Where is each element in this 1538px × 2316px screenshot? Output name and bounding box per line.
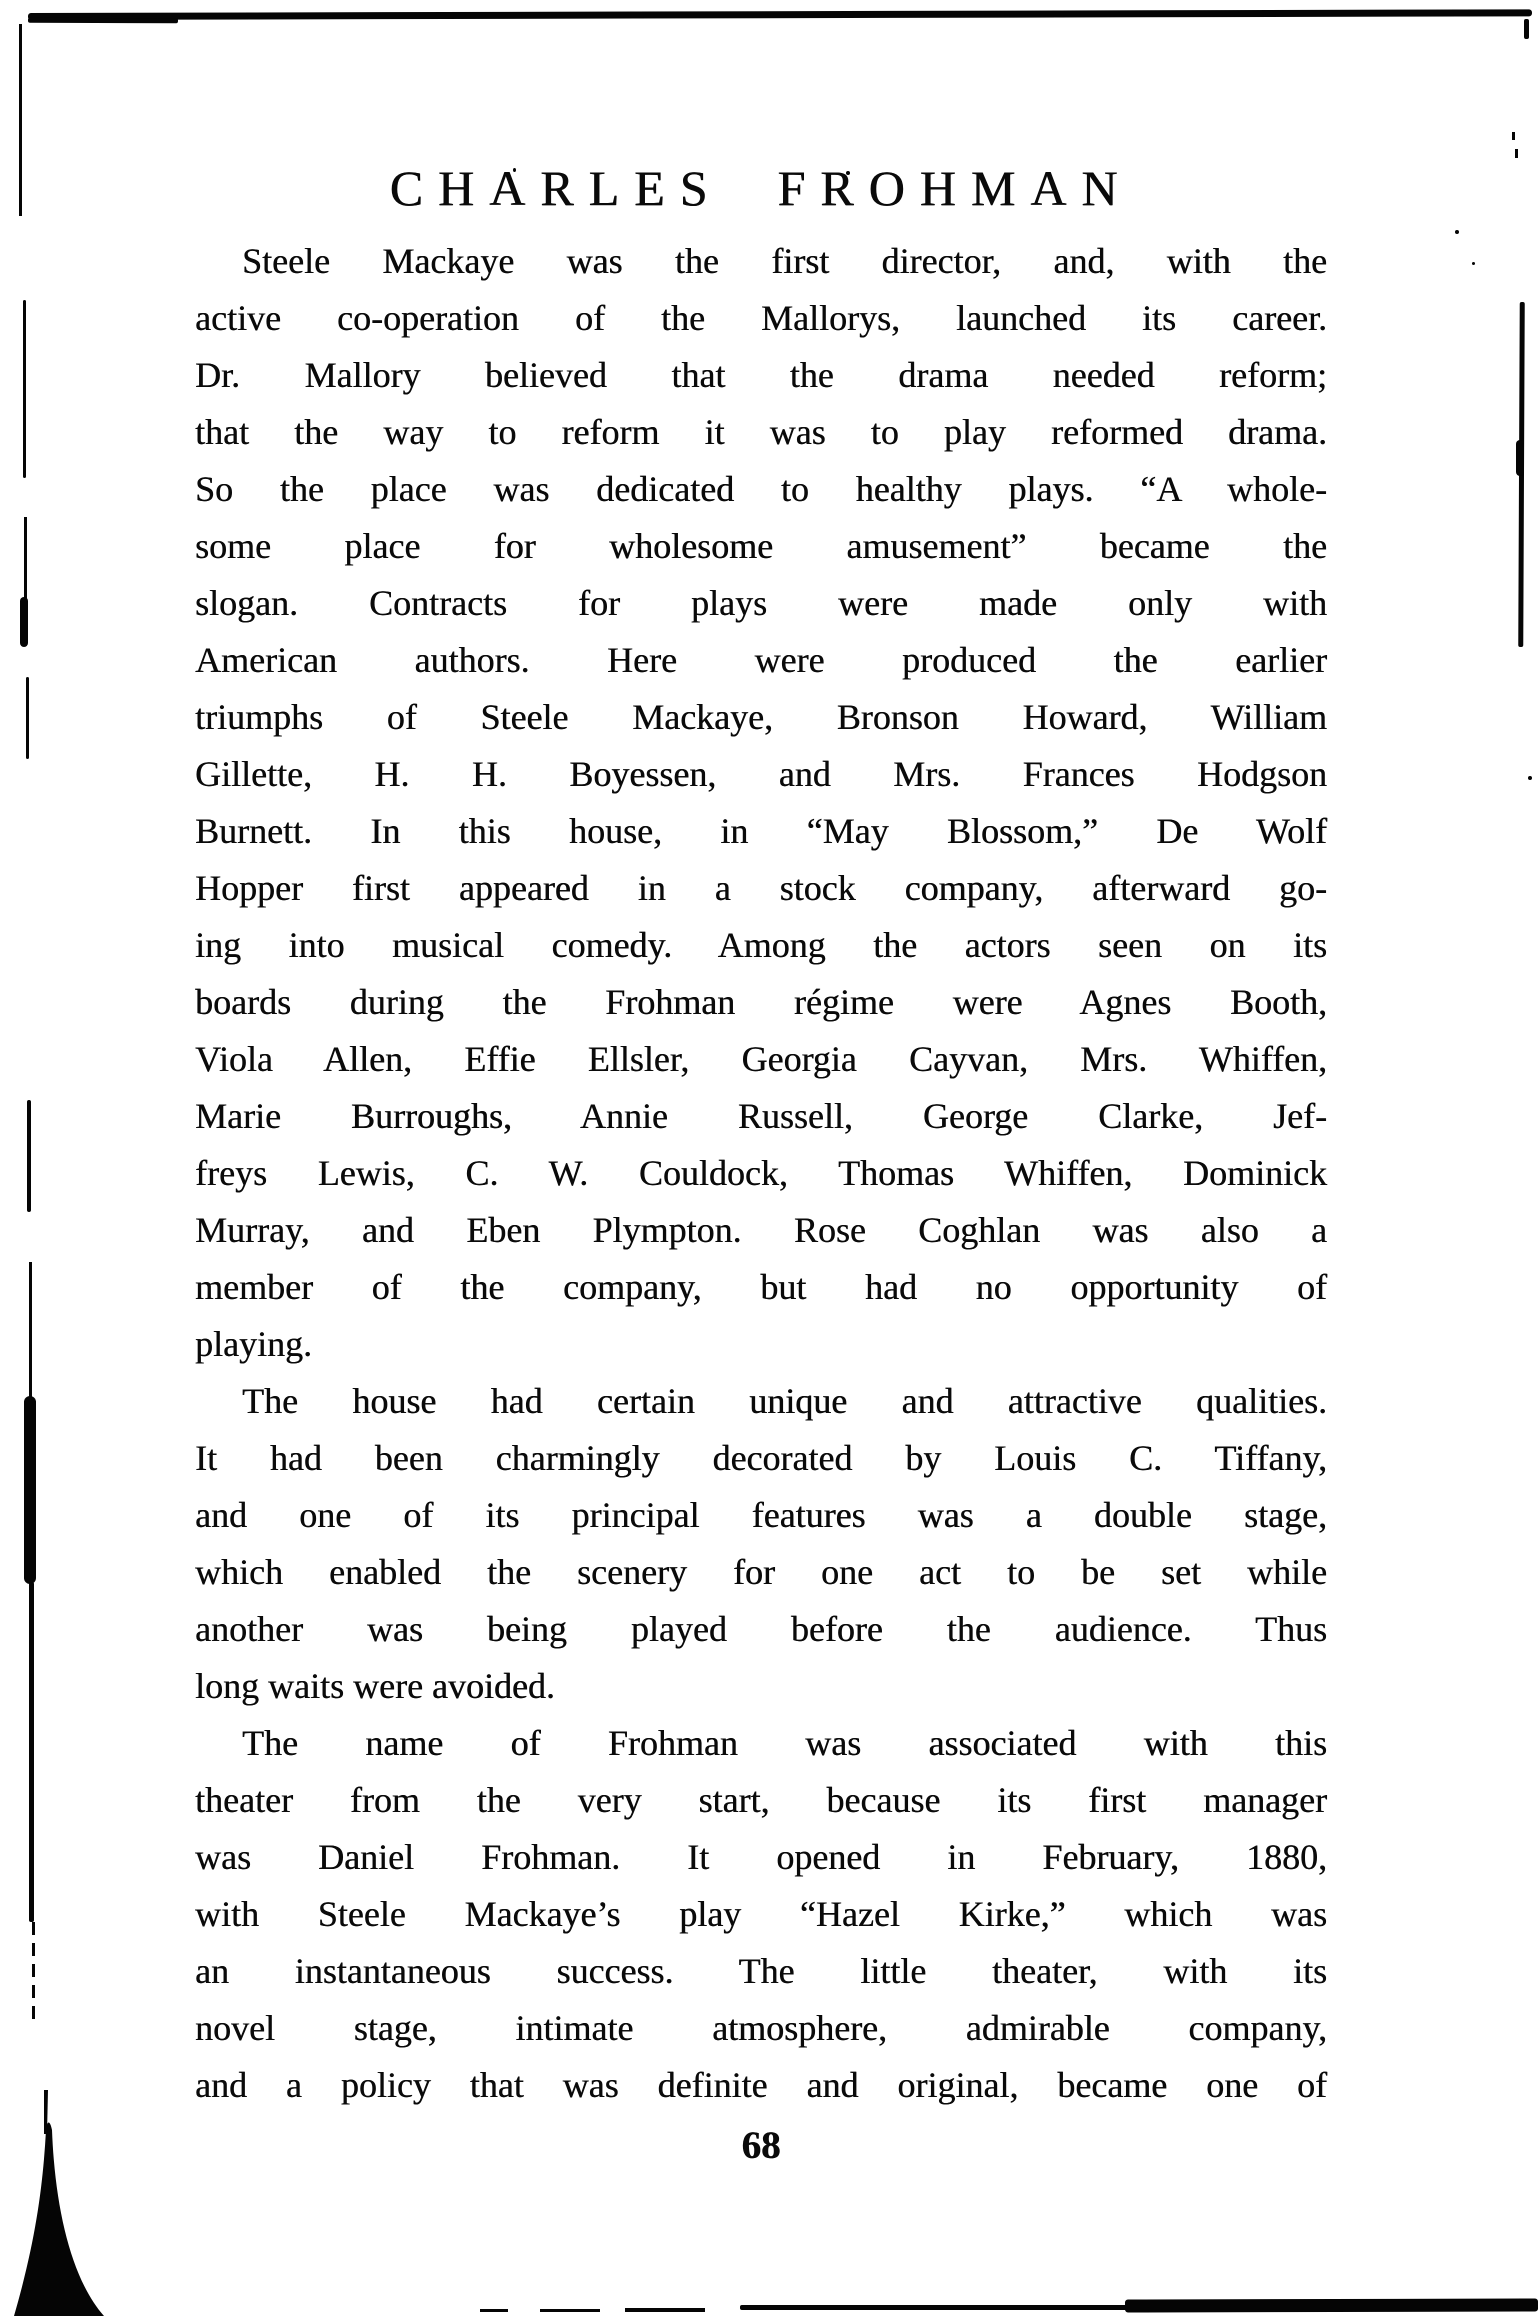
text-line: that the way to reform it was to play reformed drama. — [195, 412, 1327, 452]
text-line: with Steele Mackaye’s play “Hazel Kirke,” which was — [195, 1894, 1327, 1934]
text-line: Gillette, H. H. Boyessen, and Mrs. Frances Hodgson — [195, 754, 1327, 794]
scan-artifact-bottom-dash — [625, 2308, 705, 2312]
text-line: some place for wholesome amusement” became the — [195, 526, 1327, 566]
page-title: CHARLES FROHMAN — [389, 160, 1133, 216]
text-line: Hopper first appeared in a stock company, afterward go- — [195, 868, 1327, 908]
text-line: long waits were avoided. — [195, 1666, 555, 1706]
scan-artifact-top-rule-stub — [28, 18, 178, 24]
text-line: So the place was dedicated to healthy plays. “A whole- — [195, 469, 1327, 509]
text-line: ing into musical comedy. Among the actors seen on its — [195, 925, 1327, 965]
text-line: member of the company, but had no opportunity of — [195, 1267, 1327, 1307]
scan-artifact-right-ink-blob — [1516, 440, 1524, 476]
scan-artifact-left-mark — [29, 1262, 32, 1402]
scan-artifact-corner-smear — [0, 2090, 130, 2316]
text-line: Dr. Mallory believed that the drama needed reform; — [195, 355, 1327, 395]
scan-artifact-speck — [1528, 776, 1532, 780]
text-line: Burnett. In this house, in “May Blossom,” De Wolf — [195, 811, 1327, 851]
text-line: and one of its principal features was a double stage, — [195, 1495, 1327, 1535]
text-line: The name of Frohman was associated with this — [242, 1723, 1327, 1763]
scan-artifact-bottom-rule — [740, 2305, 1140, 2310]
text-line: playing. — [195, 1324, 312, 1364]
page-number: 68 — [741, 2124, 781, 2167]
text-line: an instantaneous success. The little theater, with its — [195, 1951, 1327, 1991]
text-line: triumphs of Steele Mackaye, Bronson Howard, William — [195, 697, 1327, 737]
text-line: boards during the Frohman régime were Agnes Booth, — [195, 982, 1327, 1022]
text-line: Steele Mackaye was the first director, and, with the — [242, 241, 1327, 281]
text-line: active co-operation of the Mallorys, launched its career. — [195, 298, 1327, 338]
scan-artifact-left-mark — [27, 1100, 31, 1212]
scan-artifact-bottom-dash — [540, 2309, 600, 2312]
scan-artifact-left-dashed-mark — [32, 1922, 35, 2024]
text-block — [195, 233, 1327, 2114]
text-line: Viola Allen, Effie Ellsler, Georgia Cayvan, Mrs. Whiffen, — [195, 1039, 1327, 1079]
scan-artifact-speck — [1455, 230, 1459, 234]
scan-artifact-bottom-dash — [480, 2309, 508, 2312]
text-line: Marie Burroughs, Annie Russell, George Clarke, Jef- — [195, 1096, 1327, 1136]
text-line: theater from the very start, because its first manager — [195, 1780, 1327, 1820]
text-line: novel stage, intimate atmosphere, admirable company, — [195, 2008, 1327, 2048]
scan-artifact-left-ink-blob — [20, 597, 28, 647]
scan-artifact-speck — [1472, 262, 1475, 265]
text-line: Murray, and Eben Plympton. Rose Coghlan was also a — [195, 1210, 1327, 1250]
text-line: It had been charmingly decorated by Louis C. Tiffany, — [195, 1438, 1327, 1478]
scan-artifact-speck — [1515, 149, 1518, 158]
text-line: was Daniel Frohman. It opened in February, 1880, — [195, 1837, 1327, 1877]
scan-artifact-speck — [1512, 132, 1515, 140]
scan-artifact-left-ink-blob — [24, 1396, 36, 1584]
text-line: American authors. Here were produced the earlier — [195, 640, 1327, 680]
text-line: The house had certain unique and attractive qualities. — [242, 1381, 1327, 1421]
text-line: and a policy that was definite and original, became one of — [195, 2065, 1327, 2105]
scan-artifact-left-mark — [29, 1582, 34, 1922]
scan-artifact-left-mark — [26, 677, 29, 759]
text-line: freys Lewis, C. W. Couldock, Thomas Whiffen, Dominick — [195, 1153, 1327, 1193]
text-line: which enabled the scenery for one act to be set while — [195, 1552, 1327, 1592]
scan-artifact-top-rule — [28, 9, 1532, 20]
scan-artifact-left-rule — [19, 24, 22, 216]
text-line: slogan. Contracts for plays were made only with — [195, 583, 1327, 623]
scan-artifact-top-rule-hook — [1524, 19, 1529, 39]
scan-artifact-left-mark — [23, 300, 26, 478]
text-line: another was being played before the audience. Thus — [195, 1609, 1327, 1649]
scan-artifact-left-mark — [24, 517, 27, 603]
scan-artifact-bottom-rule — [1125, 2298, 1538, 2312]
